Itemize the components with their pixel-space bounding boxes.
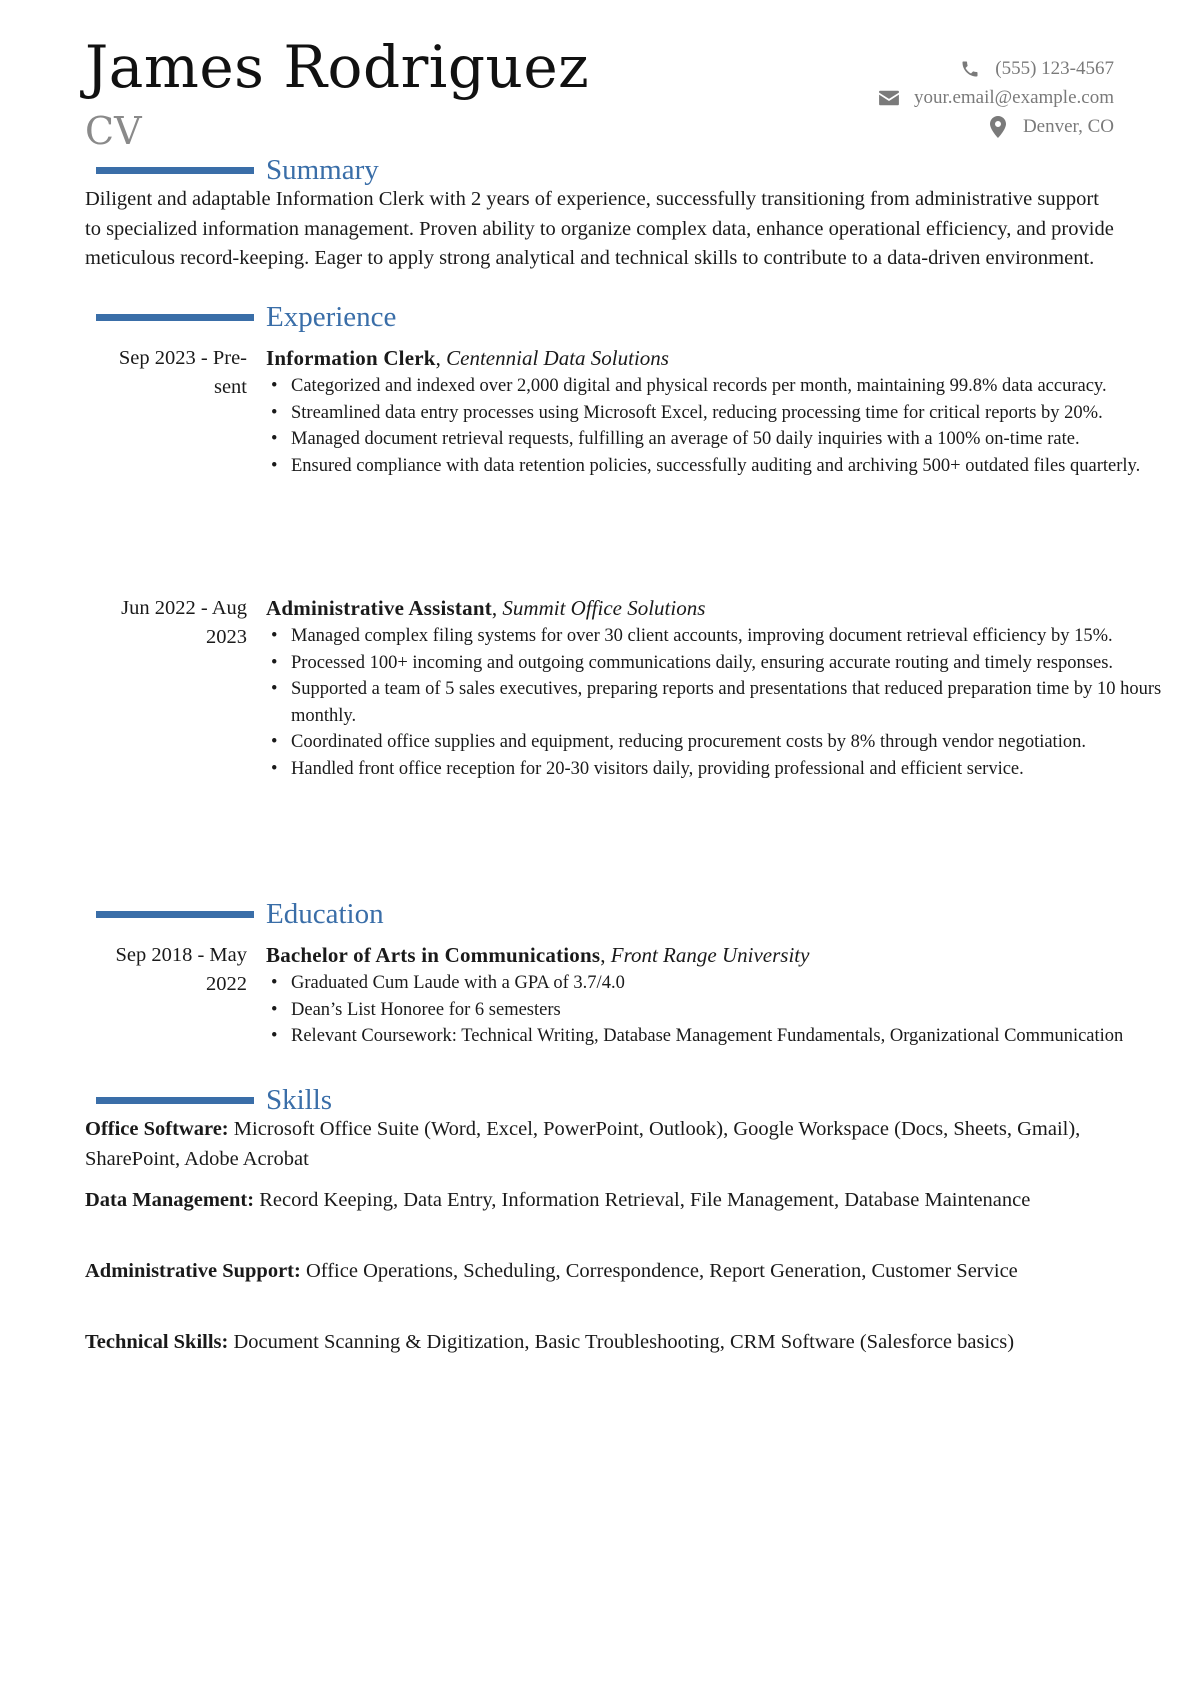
contact-phone	[878, 54, 1114, 83]
list-item: • Streamlined data entry processes using Microsoft Excel, reducing processing time for critical reports by 20%.	[266, 400, 1186, 427]
job-title: Administrative Assistant	[266, 596, 492, 620]
entry-date	[85, 594, 247, 652]
list-item: • Coordinated office supplies and equipment, reducing procurement costs by 8% through vendor negotiation.	[266, 729, 1186, 756]
list-item: • Relevant Coursework: Technical Writing, Database Management Fundamentals, Organizational Communication	[266, 1023, 1186, 1050]
date-line: 2022	[206, 973, 247, 995]
candidate-name: James Rodriguez	[85, 33, 590, 101]
entry-body	[266, 344, 1186, 479]
section-title: Skills	[266, 1084, 333, 1116]
skill-label: Data Management:	[85, 1189, 255, 1211]
date-line: Jun 2022 - Aug	[121, 597, 247, 619]
section-title: Experience	[266, 301, 397, 333]
section-rule	[96, 167, 254, 174]
list-item: • Ensured compliance with data retention policies, successfully auditing and archiving 500+ outdated files quarterly.	[266, 453, 1186, 480]
skill-value: Office Operations, Scheduling, Correspondence, Report Generation, Customer Service	[305, 1260, 1018, 1282]
list-item: • Managed complex filing systems for over 30 client accounts, improving document retrieval efficiency by 15%.	[266, 623, 1186, 650]
list-item: • Handled front office reception for 20-30 visitors daily, providing professional and efficient service.	[266, 756, 1186, 783]
list-item: • Dean’s List Honoree for 6 semesters	[266, 997, 1186, 1024]
skill-row	[85, 1257, 1115, 1287]
list-item: • Managed document retrieval requests, fulfilling an average of 50 daily inquiries with a 100% on-time rate.	[266, 426, 1186, 453]
list-item: • Graduated Cum Laude with a GPA of 3.7/4.0	[266, 970, 1186, 997]
list-item: • Processed 100+ incoming and outgoing communications daily, ensuring accurate routing and timely responses.	[266, 650, 1186, 677]
location-text: Denver, CO	[1022, 115, 1114, 137]
skill-row	[85, 1115, 1115, 1174]
organization: Centennial Data Solutions	[446, 346, 669, 370]
education-heading	[96, 900, 384, 929]
map-pin-icon	[987, 116, 1009, 138]
entry-heading: Bachelor of Arts in Communications, Front Range University	[266, 943, 810, 967]
section-title: Education	[266, 898, 384, 930]
section-rule	[96, 314, 254, 321]
bullet-list	[266, 623, 1186, 783]
job-title: Information Clerk	[266, 346, 436, 370]
entry-date	[85, 344, 247, 402]
skill-label: Administrative Support:	[85, 1260, 301, 1282]
organization: Front Range University	[610, 943, 810, 967]
email-text[interactable]: your.email@example.com	[913, 86, 1114, 108]
entry-body	[266, 594, 1186, 783]
date-line: Sep 2023 - Pre-	[118, 347, 247, 369]
bullet-list	[266, 373, 1186, 479]
organization: Summit Office Solutions	[502, 596, 706, 620]
summary-heading	[96, 156, 379, 185]
skill-label: Technical Skills:	[85, 1331, 229, 1353]
entry-heading: Information Clerk, Centennial Data Solutions	[266, 346, 669, 370]
entry-heading: Administrative Assistant, Summit Office Solutions	[266, 596, 706, 620]
skills-heading	[96, 1086, 332, 1115]
entry-body	[266, 941, 1186, 1050]
experience-heading	[96, 303, 396, 332]
envelope-icon	[878, 87, 900, 109]
section-rule	[96, 1097, 254, 1104]
degree-title: Bachelor of Arts in Communications	[266, 943, 601, 967]
skill-value: Document Scanning & Digitization, Basic Troubleshooting, CRM Software (Salesforce basics)	[233, 1331, 1015, 1353]
document-subtitle: CV	[85, 109, 142, 153]
contact-block	[878, 54, 1114, 141]
contact-email	[878, 83, 1114, 112]
phone-icon	[959, 58, 981, 80]
skill-row	[85, 1186, 1115, 1216]
section-rule	[96, 911, 254, 918]
phone-text: (555) 123-4567	[995, 57, 1114, 79]
list-item: • Categorized and indexed over 2,000 digital and physical records per month, maintaining 99.8% data accuracy.	[266, 373, 1186, 400]
skill-value: Record Keeping, Data Entry, Information Retrieval, File Management, Database Maintenance	[259, 1189, 1031, 1211]
bullet-list	[266, 970, 1186, 1050]
list-item: • Supported a team of 5 sales executives, preparing reports and presentations that reduced preparation time by 10 hours monthly.	[266, 676, 1186, 729]
date-line: 2023	[206, 626, 247, 648]
skill-row	[85, 1328, 1115, 1358]
skill-label: Office Software:	[85, 1118, 229, 1140]
date-line: sent	[213, 376, 247, 398]
entry-date	[85, 941, 247, 999]
skill-value: Microsoft Office Suite (Word, Excel, PowerPoint, Outlook), Google Workspace (Docs, Sheets, Gmail), SharePoint, Adobe Acrobat	[85, 1118, 1081, 1170]
section-title: Summary	[266, 154, 379, 186]
summary-text: Diligent and adaptable Information Clerk with 2 years of experience, successfully transitioning from administrative support to specialized information management. Proven ability to organize complex data, enhance operational efficiency, and provide meticulous record-keeping. Eager to apply strong analytical and technical skills to contribute to a data-driven environment.	[85, 188, 1114, 269]
date-line: Sep 2018 - May	[115, 944, 247, 966]
contact-location	[878, 112, 1114, 141]
